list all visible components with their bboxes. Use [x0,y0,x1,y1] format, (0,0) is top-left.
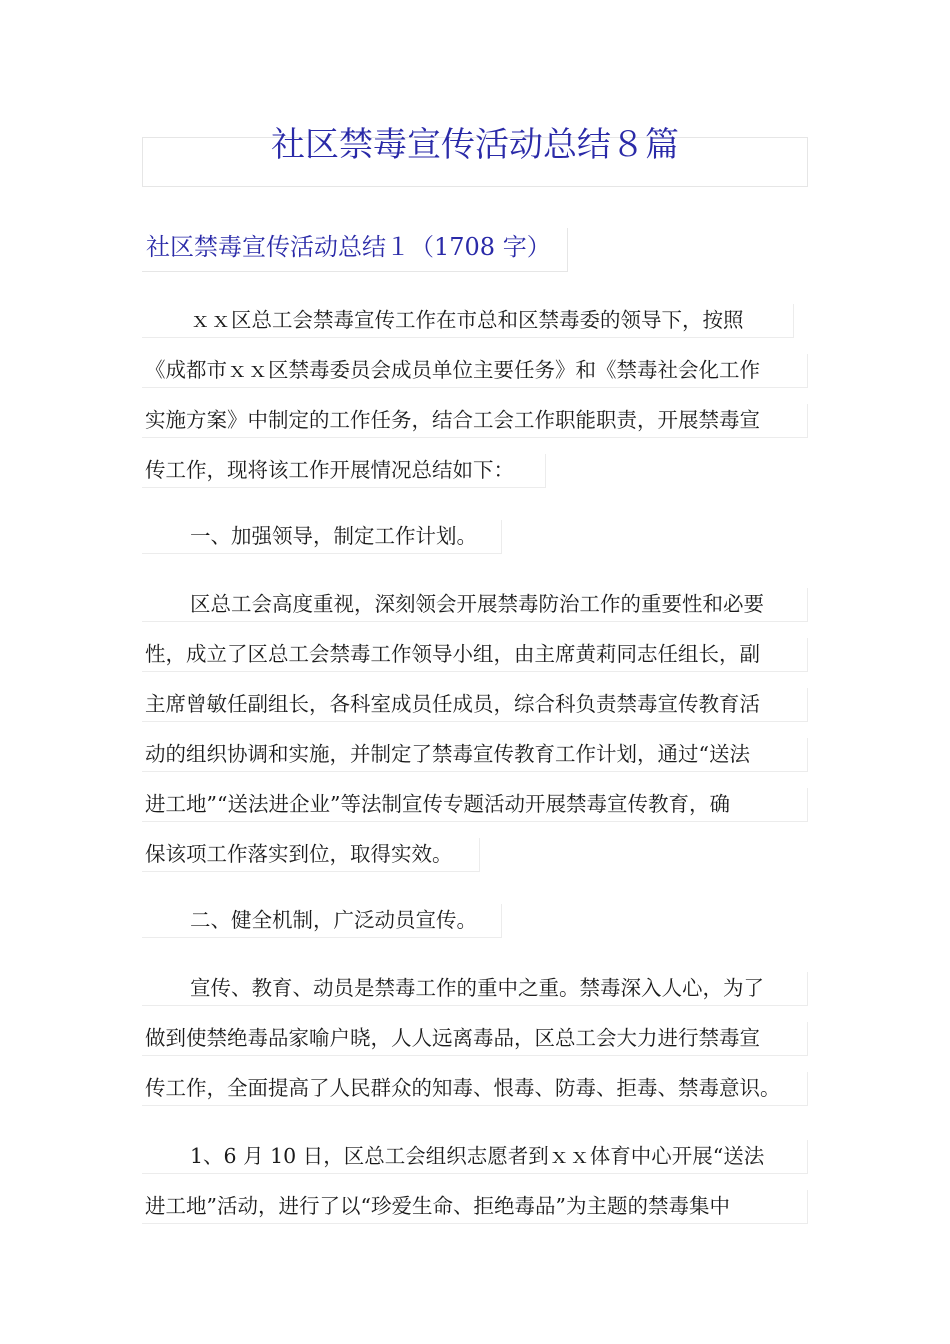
text-line: 主席曾敏任副组长，各科室成员任成员，综合科负责禁毒宣传教育活 [142,688,808,722]
text-line: 《成都市ｘｘ区禁毒委员会成员单位主要任务》和《禁毒社会化工作 [142,354,808,388]
text-line: ｘｘ区总工会禁毒宣传工作在市总和区禁毒委的领导下，按照 [142,304,794,338]
text-line: 传工作，全面提高了人民群众的知毒、恨毒、防毒、拒毒、禁毒意识。 [142,1072,808,1106]
text-line: 实施方案》中制定的工作任务，结合工会工作职能职责，开展禁毒宣 [142,404,808,438]
document-title: 社区禁毒宣传活动总结８篇 [271,125,679,165]
text-line: 保该项工作落实到位，取得实效。 [142,838,480,872]
section-heading: 社区禁毒宣传活动总结１（1708 字） [146,233,551,261]
text-line: 进工地”活动，进行了以“珍爱生命、拒绝毒品”为主题的禁毒集中 [142,1190,808,1224]
text-line: 进工地”“送法进企业”等法制宣传专题活动开展禁毒宣传教育，确 [142,788,808,822]
text-line: 做到使禁绝毒品家喻户晓，人人远离毒品，区总工会大力进行禁毒宣 [142,1022,808,1056]
text-line: 区总工会高度重视，深刻领会开展禁毒防治工作的重要性和必要 [142,588,808,622]
section-heading-1: 一、加强领导，制定工作计划。 [142,520,502,554]
section-heading-2: 二、健全机制，广泛动员宣传。 [142,904,502,938]
text-line: 1、6 月 10 日，区总工会组织志愿者到ｘｘ体育中心开展“送法 [142,1140,808,1174]
text-line: 传工作，现将该工作开展情况总结如下： [142,454,546,488]
text-line: 宣传、教育、动员是禁毒工作的重中之重。禁毒深入人心，为了 [142,972,808,1006]
text-line: 性，成立了区总工会禁毒工作领导小组，由主席黄莉同志任组长，副 [142,638,808,672]
text-line: 动的组织协调和实施，并制定了禁毒宣传教育工作计划，通过“送法 [142,738,808,772]
